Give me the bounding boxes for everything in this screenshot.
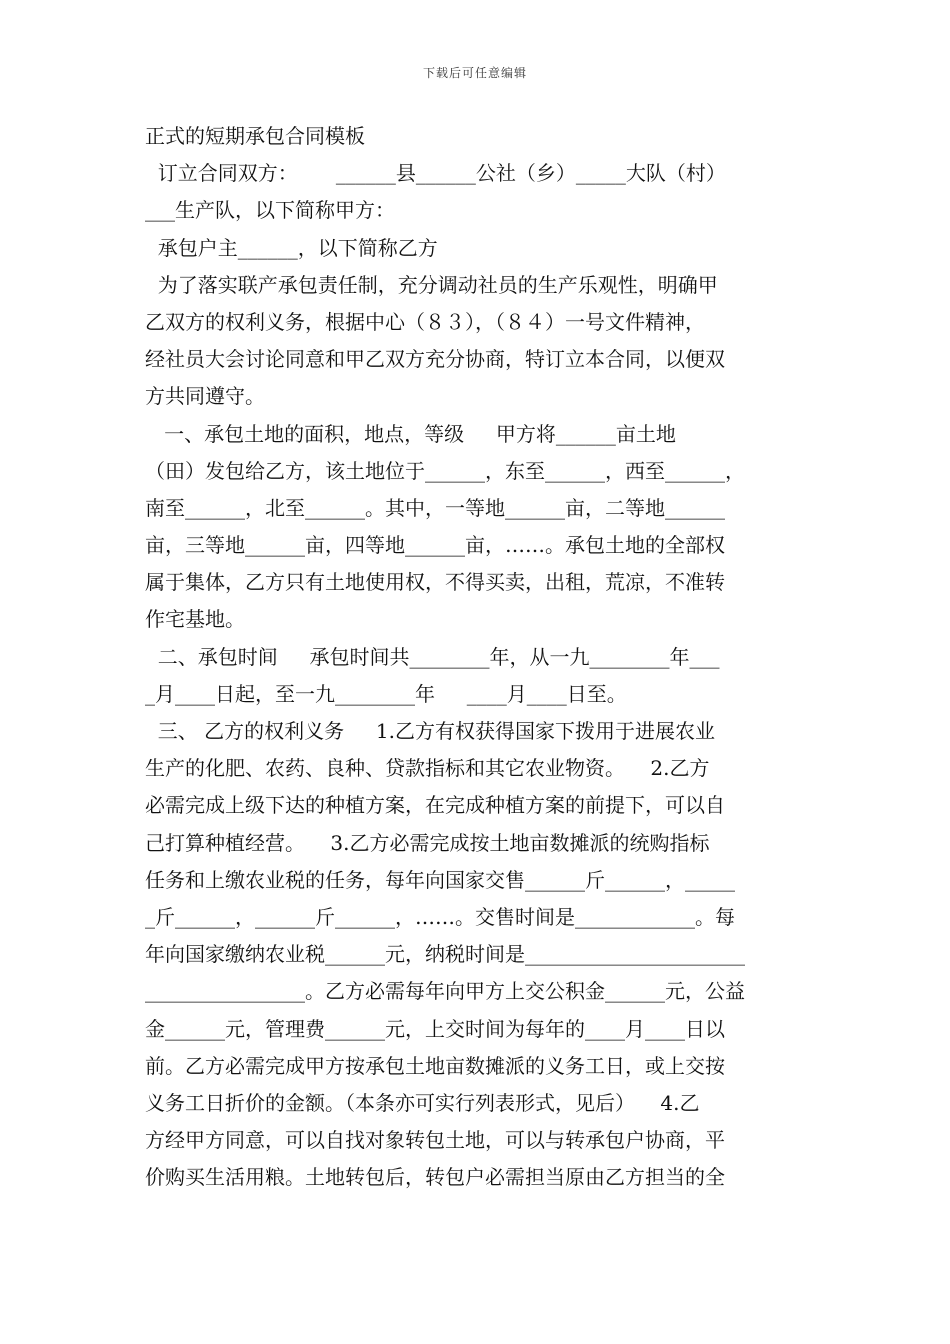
document-line: （田）发包给乙方，该土地位于______，东至______，西至______， — [145, 458, 745, 483]
document-line: _斤______，______斤______，……。交售时间是____________。每 — [145, 904, 735, 929]
document-line: 为了落实联产承包责任制，充分调动社员的生产乐观性，明确甲 — [145, 272, 718, 297]
document-line: 二、承包时间 承包时间共________年，从一九________年___ — [145, 644, 720, 669]
document-line: 义务工日折价的金额。（本条亦可实行列表形式，见后） 4.乙 — [145, 1090, 700, 1115]
document-line: 金______元，管理费______元，上交时间为每年的____月____日以 — [145, 1016, 725, 1041]
document-line: 作宅基地。 — [145, 607, 245, 632]
document-line: 年向国家缴纳农业税______元，纳税时间是______________________ — [145, 942, 745, 967]
document-line: _月____日起，至一九________年 ____月____日至。 — [145, 681, 627, 706]
page-header: 下载后可任意编辑 — [422, 66, 527, 80]
document-line: 方共同遵守。 — [145, 384, 265, 409]
document-line: 必需完成上级下达的种植方案，在完成种植方案的前提下，可以自 — [145, 793, 725, 818]
document-line: 南至______，北至______。其中，一等地______亩，二等地______ — [145, 495, 725, 520]
document-line: ___生产队，以下简称甲方： — [145, 198, 395, 223]
document-line: 乙双方的权利义务，根据中心（８３），（８４）一号文件精神， — [145, 309, 705, 334]
document-line: 属于集体，乙方只有土地使用权，不得买卖，出租，荒凉，不准转 — [145, 570, 725, 595]
document-line: 正式的短期承包合同模板 — [145, 124, 365, 148]
document-body — [145, 118, 810, 1196]
document-line: 生产的化肥、农药、良种、贷款指标和其它农业物资。 2.乙方 — [145, 756, 710, 781]
document-line: 一、承包土地的面积，地点，等级 甲方将______亩土地 — [145, 421, 676, 446]
document-line: 承包户主______，以下简称乙方 — [145, 235, 438, 260]
document-line: 三、 乙方的权利义务 1.乙方有权获得国家下拨用于进展农业 — [145, 719, 715, 743]
document-line: 订立合同双方： ______县______公社（乡）_____大队（村） — [145, 161, 726, 186]
document-line: 经社员大会讨论同意和甲乙双方充分协商，特订立本合同，以便双 — [145, 347, 725, 372]
document-line: ________________。乙方必需每年向甲方上交公积金______元，公益 — [145, 979, 745, 1004]
document-line: 任务和上缴农业税的任务，每年向国家交售______斤______，_____ — [145, 867, 735, 892]
document-line: 己打算种植经营。 3.乙方必需完成按土地亩数摊派的统购指标 — [145, 830, 710, 855]
document-line: 亩，三等地______亩，四等地______亩，……。承包土地的全部权 — [145, 533, 725, 558]
document-line: 价购买生活用粮。土地转包后，转包户必需担当原由乙方担当的全 — [145, 1165, 725, 1190]
document-line: 前。乙方必需完成甲方按承包土地亩数摊派的义务工日，或上交按 — [145, 1053, 725, 1078]
document-line: 方经甲方同意，可以自找对象转包土地，可以与转承包户协商，平 — [145, 1128, 725, 1153]
